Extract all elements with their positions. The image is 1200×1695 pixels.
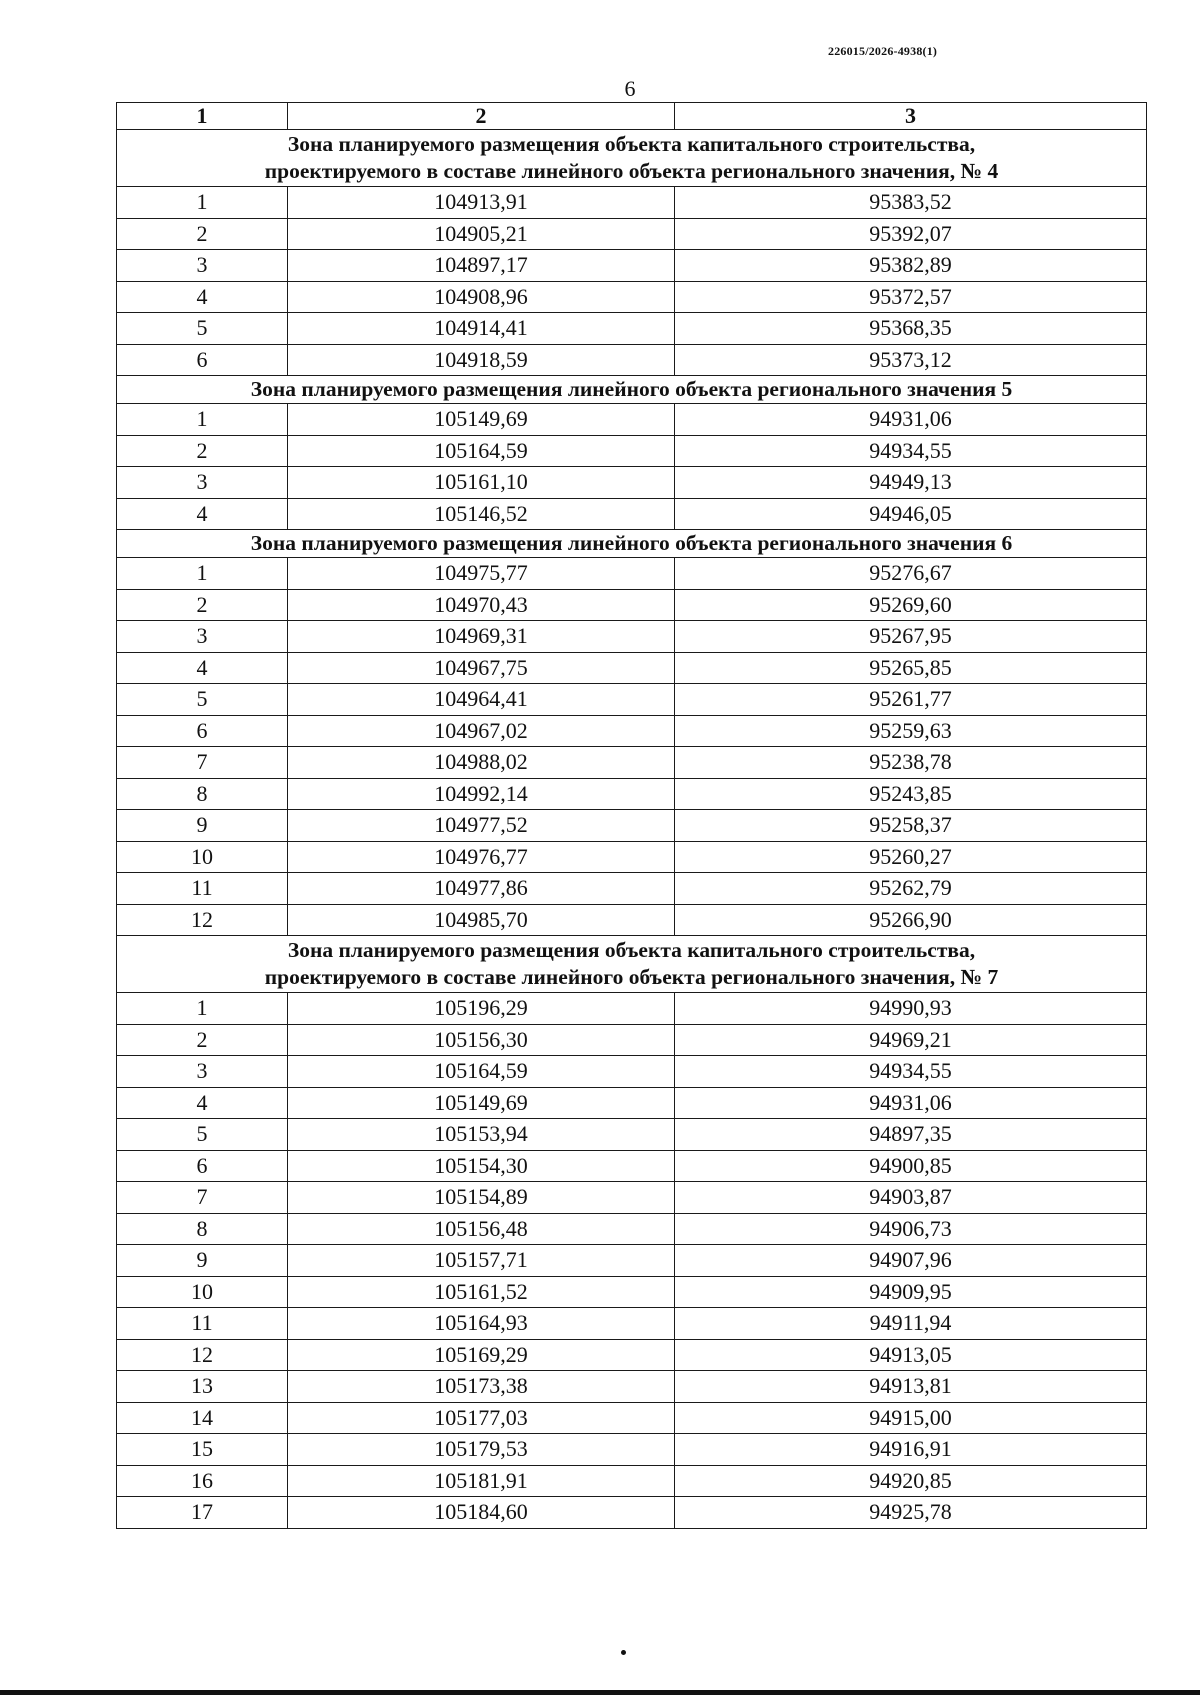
coordinate-y: 94907,96 [675, 1245, 1147, 1277]
point-number: 2 [117, 218, 288, 250]
table-row [117, 558, 1147, 590]
coordinate-x: 105161,52 [288, 1276, 675, 1308]
point-number: 7 [117, 1182, 288, 1214]
point-number: 11 [117, 1308, 288, 1340]
point-number: 2 [117, 435, 288, 467]
column-header: 2 [288, 103, 675, 130]
table-row [117, 1182, 1147, 1214]
table-row [117, 1371, 1147, 1403]
table-row [117, 313, 1147, 345]
point-number: 11 [117, 873, 288, 905]
section-title-row [117, 130, 1147, 187]
table-row [117, 467, 1147, 499]
coordinate-x: 105169,29 [288, 1339, 675, 1371]
table-row [117, 1119, 1147, 1151]
coordinate-x: 105146,52 [288, 498, 675, 530]
coordinate-y: 94969,21 [675, 1024, 1147, 1056]
point-number: 3 [117, 467, 288, 499]
table-row [117, 873, 1147, 905]
coordinate-x: 104976,77 [288, 841, 675, 873]
coordinate-x: 104985,70 [288, 904, 675, 936]
coordinate-x: 105164,93 [288, 1308, 675, 1340]
point-number: 6 [117, 715, 288, 747]
coordinate-y: 94934,55 [675, 1056, 1147, 1088]
point-number: 3 [117, 1056, 288, 1088]
section-title-line: проектируемого в составе линейного объекта регионального значения, № 4 [264, 159, 999, 183]
document-id: 226015/2026-4938(1) [828, 44, 938, 58]
table-row [117, 250, 1147, 282]
coordinate-y: 94990,93 [675, 993, 1147, 1025]
table-row [117, 904, 1147, 936]
table-row [117, 404, 1147, 436]
coordinate-y: 94903,87 [675, 1182, 1147, 1214]
table-row [117, 281, 1147, 313]
column-header: 3 [675, 103, 1147, 130]
point-number: 12 [117, 904, 288, 936]
coordinate-y: 94949,13 [675, 467, 1147, 499]
table-row [117, 1213, 1147, 1245]
coordinate-y: 94925,78 [675, 1497, 1147, 1529]
coordinate-y: 95383,52 [675, 187, 1147, 219]
point-number: 5 [117, 684, 288, 716]
table-row [117, 1024, 1147, 1056]
coordinate-y: 95392,07 [675, 218, 1147, 250]
table-row [117, 1276, 1147, 1308]
coordinate-x: 105153,94 [288, 1119, 675, 1151]
coordinate-x: 104988,02 [288, 747, 675, 779]
coordinate-x: 105157,71 [288, 1245, 675, 1277]
section-title-row [117, 376, 1147, 404]
coordinate-y: 95259,63 [675, 715, 1147, 747]
coordinate-x: 105164,59 [288, 435, 675, 467]
coordinate-x: 105149,69 [288, 404, 675, 436]
coordinate-x: 104977,86 [288, 873, 675, 905]
table-row [117, 1056, 1147, 1088]
section-title [117, 936, 1147, 993]
point-number: 8 [117, 778, 288, 810]
point-number: 2 [117, 1024, 288, 1056]
point-number: 13 [117, 1371, 288, 1403]
coordinate-y: 95238,78 [675, 747, 1147, 779]
table-row [117, 778, 1147, 810]
coordinate-x: 105149,69 [288, 1087, 675, 1119]
coordinate-y: 94931,06 [675, 404, 1147, 436]
section-title [117, 130, 1147, 187]
coordinate-y: 94913,81 [675, 1371, 1147, 1403]
coordinate-y: 95266,90 [675, 904, 1147, 936]
section-title-row [117, 936, 1147, 993]
table-row [117, 1465, 1147, 1497]
point-number: 8 [117, 1213, 288, 1245]
table-row [117, 1339, 1147, 1371]
table-row [117, 1497, 1147, 1529]
point-number: 3 [117, 621, 288, 653]
coordinate-x: 105154,89 [288, 1182, 675, 1214]
table-row [117, 187, 1147, 219]
coordinate-y: 95260,27 [675, 841, 1147, 873]
table-row [117, 652, 1147, 684]
point-number: 1 [117, 187, 288, 219]
table-row [117, 1150, 1147, 1182]
coordinates-table [116, 102, 1147, 1529]
table-row [117, 589, 1147, 621]
section-title-line: Зона планируемого размещения линейного объекта регионального значения 5 [250, 377, 1013, 401]
coordinate-y: 94913,05 [675, 1339, 1147, 1371]
point-number: 9 [117, 1245, 288, 1277]
table-row [117, 747, 1147, 779]
point-number: 9 [117, 810, 288, 842]
point-number: 4 [117, 1087, 288, 1119]
coordinate-x: 104977,52 [288, 810, 675, 842]
table-row [117, 1308, 1147, 1340]
point-number: 2 [117, 589, 288, 621]
coordinate-x: 105179,53 [288, 1434, 675, 1466]
point-number: 17 [117, 1497, 288, 1529]
coordinate-x: 105181,91 [288, 1465, 675, 1497]
table-row [117, 1245, 1147, 1277]
section-title [117, 530, 1147, 558]
coordinate-y: 95265,85 [675, 652, 1147, 684]
coordinate-y: 95269,60 [675, 589, 1147, 621]
section-title-line: Зона планируемого размещения линейного объекта регионального значения 6 [250, 531, 1013, 555]
table-row [117, 435, 1147, 467]
point-number: 6 [117, 1150, 288, 1182]
coordinate-y: 95368,35 [675, 313, 1147, 345]
coordinate-x: 104970,43 [288, 589, 675, 621]
coordinate-x: 104913,91 [288, 187, 675, 219]
table-row [117, 684, 1147, 716]
coordinate-x: 104967,75 [288, 652, 675, 684]
table-row [117, 621, 1147, 653]
section-title-row [117, 530, 1147, 558]
coordinate-y: 94900,85 [675, 1150, 1147, 1182]
table-row [117, 715, 1147, 747]
scan-dot [621, 1650, 626, 1655]
coordinate-y: 95372,57 [675, 281, 1147, 313]
table-row [117, 1434, 1147, 1466]
point-number: 5 [117, 1119, 288, 1151]
table-row [117, 993, 1147, 1025]
coordinate-y: 94915,00 [675, 1402, 1147, 1434]
point-number: 15 [117, 1434, 288, 1466]
coordinate-x: 105164,59 [288, 1056, 675, 1088]
point-number: 6 [117, 344, 288, 376]
coordinate-x: 105156,30 [288, 1024, 675, 1056]
coordinate-x: 105154,30 [288, 1150, 675, 1182]
coordinate-y: 95373,12 [675, 344, 1147, 376]
table-row [117, 810, 1147, 842]
coordinate-x: 105173,38 [288, 1371, 675, 1403]
page-number: 6 [624, 76, 636, 101]
point-number: 10 [117, 1276, 288, 1308]
point-number: 4 [117, 498, 288, 530]
point-number: 7 [117, 747, 288, 779]
point-number: 3 [117, 250, 288, 282]
section-title-line: Зона планируемого размещения объекта капитального строительства, [287, 132, 976, 156]
coordinate-x: 105184,60 [288, 1497, 675, 1529]
table-body [117, 130, 1147, 1529]
coordinate-y: 94946,05 [675, 498, 1147, 530]
coordinate-x: 105196,29 [288, 993, 675, 1025]
coordinate-y: 95261,77 [675, 684, 1147, 716]
coordinate-y: 94906,73 [675, 1213, 1147, 1245]
point-number: 10 [117, 841, 288, 873]
table-row [117, 344, 1147, 376]
bottom-rule [0, 1690, 1200, 1695]
point-number: 16 [117, 1465, 288, 1497]
coordinate-y: 95382,89 [675, 250, 1147, 282]
coordinate-x: 105156,48 [288, 1213, 675, 1245]
coordinate-y: 94909,95 [675, 1276, 1147, 1308]
coordinate-y: 94916,91 [675, 1434, 1147, 1466]
section-title [117, 376, 1147, 404]
coordinate-x: 104918,59 [288, 344, 675, 376]
coordinate-y: 95243,85 [675, 778, 1147, 810]
coordinate-y: 95262,79 [675, 873, 1147, 905]
coordinate-y: 94911,94 [675, 1308, 1147, 1340]
table-row [117, 1402, 1147, 1434]
coordinate-x: 104897,17 [288, 250, 675, 282]
point-number: 12 [117, 1339, 288, 1371]
table-row [117, 498, 1147, 530]
point-number: 4 [117, 652, 288, 684]
section-title-line: Зона планируемого размещения объекта капитального строительства, [287, 938, 976, 962]
coordinate-y: 95276,67 [675, 558, 1147, 590]
coordinate-y: 94934,55 [675, 435, 1147, 467]
coordinate-y: 94931,06 [675, 1087, 1147, 1119]
point-number: 4 [117, 281, 288, 313]
section-title-line: проектируемого в составе линейного объекта регионального значения, № 7 [264, 965, 999, 989]
point-number: 1 [117, 993, 288, 1025]
point-number: 5 [117, 313, 288, 345]
table-row [117, 841, 1147, 873]
coordinate-x: 104914,41 [288, 313, 675, 345]
coordinate-x: 104967,02 [288, 715, 675, 747]
point-number: 1 [117, 558, 288, 590]
coordinate-x: 105161,10 [288, 467, 675, 499]
coordinate-x: 104992,14 [288, 778, 675, 810]
coordinate-x: 104975,77 [288, 558, 675, 590]
coordinate-x: 105177,03 [288, 1402, 675, 1434]
column-header: 1 [117, 103, 288, 130]
coordinate-x: 104908,96 [288, 281, 675, 313]
coordinate-y: 94920,85 [675, 1465, 1147, 1497]
point-number: 1 [117, 404, 288, 436]
table-header-row [117, 103, 1147, 130]
coordinate-x: 104905,21 [288, 218, 675, 250]
coordinate-y: 94897,35 [675, 1119, 1147, 1151]
coordinate-x: 104964,41 [288, 684, 675, 716]
table-row [117, 1087, 1147, 1119]
point-number: 14 [117, 1402, 288, 1434]
coordinate-y: 95258,37 [675, 810, 1147, 842]
coordinate-y: 95267,95 [675, 621, 1147, 653]
coordinate-x: 104969,31 [288, 621, 675, 653]
table-row [117, 218, 1147, 250]
